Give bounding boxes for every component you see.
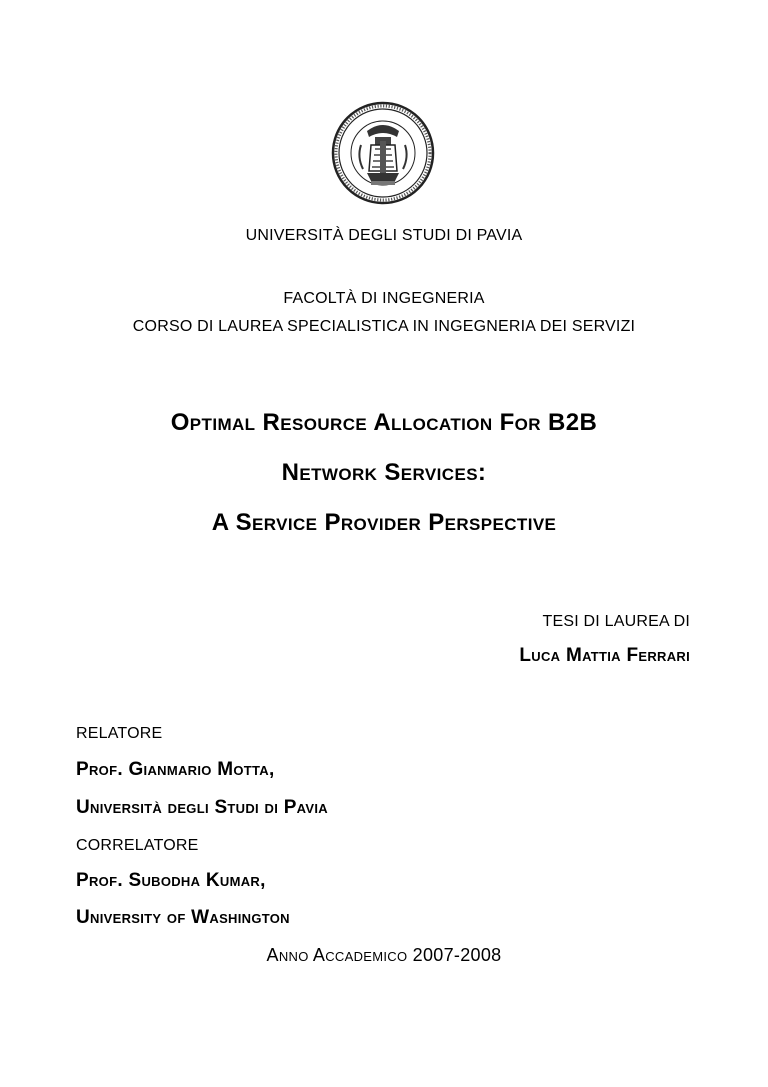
co-supervisor-label: CORRELATORE <box>76 837 199 854</box>
university-seal-icon <box>331 101 435 205</box>
supervisor-name: Prof. Gianmario Motta, <box>76 759 275 780</box>
supervisor-label: RELATORE <box>76 725 163 742</box>
thesis-title-line-2: Network Services: <box>281 459 487 486</box>
thesis-title-line-1: Optimal Resource Allocation For B2B <box>170 409 598 436</box>
thesis-title-line-3: A Service Provider Perspective <box>211 509 557 536</box>
faculty-name: FACOLTÀ DI INGEGNERIA <box>283 290 485 307</box>
author-label: TESI DI LAUREA DI <box>542 613 690 630</box>
supervisor-affiliation: Università degli Studi di Pavia <box>76 797 328 818</box>
university-name: UNIVERSITÀ DEGLI STUDI DI PAVIA <box>245 227 523 244</box>
co-supervisor-affiliation: University of Washington <box>76 907 290 928</box>
author-name: Luca Mattia Ferrari <box>519 645 690 666</box>
academic-year: Anno Accademico 2007-2008 <box>266 945 502 965</box>
degree-course: CORSO DI LAUREA SPECIALISTICA IN INGEGNERIA DEI SERVIZI <box>132 318 636 335</box>
co-supervisor-name: Prof. Subodha Kumar, <box>76 870 266 891</box>
